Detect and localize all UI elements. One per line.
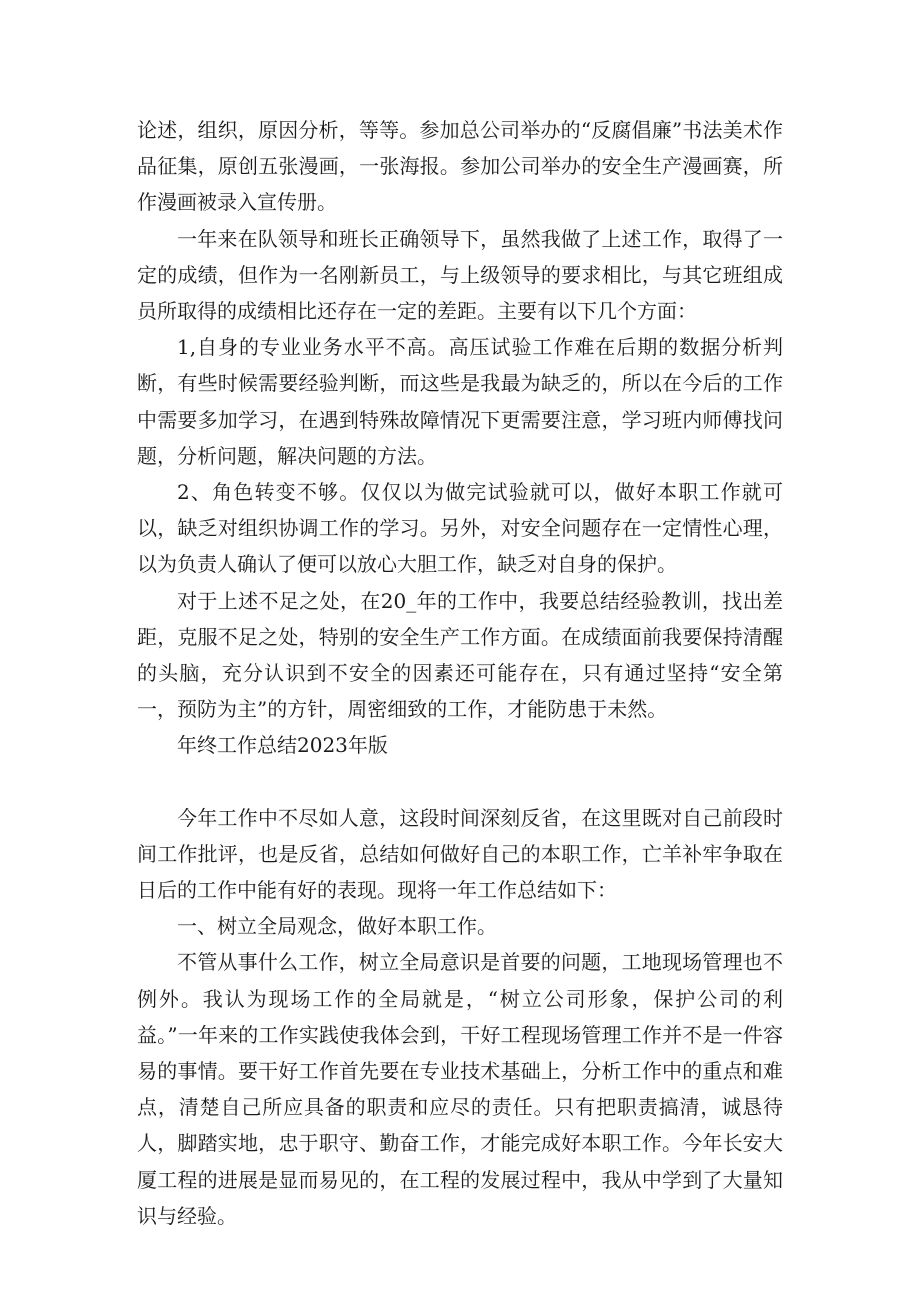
paragraph-global-view-body: 不管从事什么工作，树立全局意识是首要的问题，工地现场管理也不例外。我认为现场工作的全局就是，“树立公司形象，保护公司的利益。”一年来的工作实践使我体会到，干好工程现场管理工作并不是一件容易的事情。要干好工作首先要在专业技术基础上，分析工作中的重点和难点，清楚自己所应具备的职责和应尽的责任。只有把职责搞清，诚恳待人，脚踏实地，忠于职守、勤奋工作，才能完成好本职工作。今年长安大厦工程的进展是显而易见的，在工程的发展过程中，我从中学到了大量知识与经验。 — [137, 950, 783, 1228]
blank-line — [137, 764, 783, 800]
paragraph-point-2: 2、角色转变不够。仅仅以为做完试验就可以，做好本职工作就可以，缺乏对组织协调工作的学习。另外，对安全问题存在一定情性心理，以为负责人确认了便可以放心大胆工作，缺乏对自身的保护。 — [137, 480, 783, 577]
paragraph-shortcomings-intro: 一年来在队领导和班长正确领导下，虽然我做了上述工作，取得了一定的成绩，但作为一名刚新员工，与上级领导的要求相比，与其它班组成员所取得的成绩相比还存在一定的差距。主要有以下几个方面： — [137, 226, 783, 324]
paragraph-point-1: 1,自身的专业业务水平不高。高压试验工作难在后期的数据分析判断，有些时候需要经验判断，而这些是我最为缺乏的，所以在今后的工作中需要多加学习，在遇到特殊故障情况下更需要注意，学习班内师傅找问题，分析问题，解决问题的方法。 — [137, 335, 783, 468]
subheading-global-view: 一、树立全局观念，做好本职工作。 — [177, 914, 497, 939]
paragraph-section-intro: 今年工作中不尽如人意，这段时间深刻反省，在这里既对自己前段时间工作批评，也是反省，总结如何做好自己的本职工作，亡羊补牢争取在日后的工作中能有好的表现。现将一年工作总结如下： — [137, 805, 783, 903]
paragraph-continuation: 论述，组织，原因分析，等等。参加总公司举办的“反腐倡廉”书法美术作品征集，原创五张漫画，一张海报。参加公司举办的安全生产漫画赛，所作漫画被录入宣传册。 — [137, 118, 783, 215]
paragraph-improvement: 对于上述不足之处，在20_年的工作中，我要总结经验教训，找出差距，克服不足之处，特别的安全生产工作方面。在成绩面前我要保持清醒的头脑，充分认识到不安全的因素还可能存在，只有通过坚持“安全第一，预防为主”的方针，周密细致的工作，才能防患于未然。 — [137, 588, 783, 722]
section-title: 年终工作总结2023年版 — [177, 733, 388, 758]
document-page — [137, 112, 783, 1234]
